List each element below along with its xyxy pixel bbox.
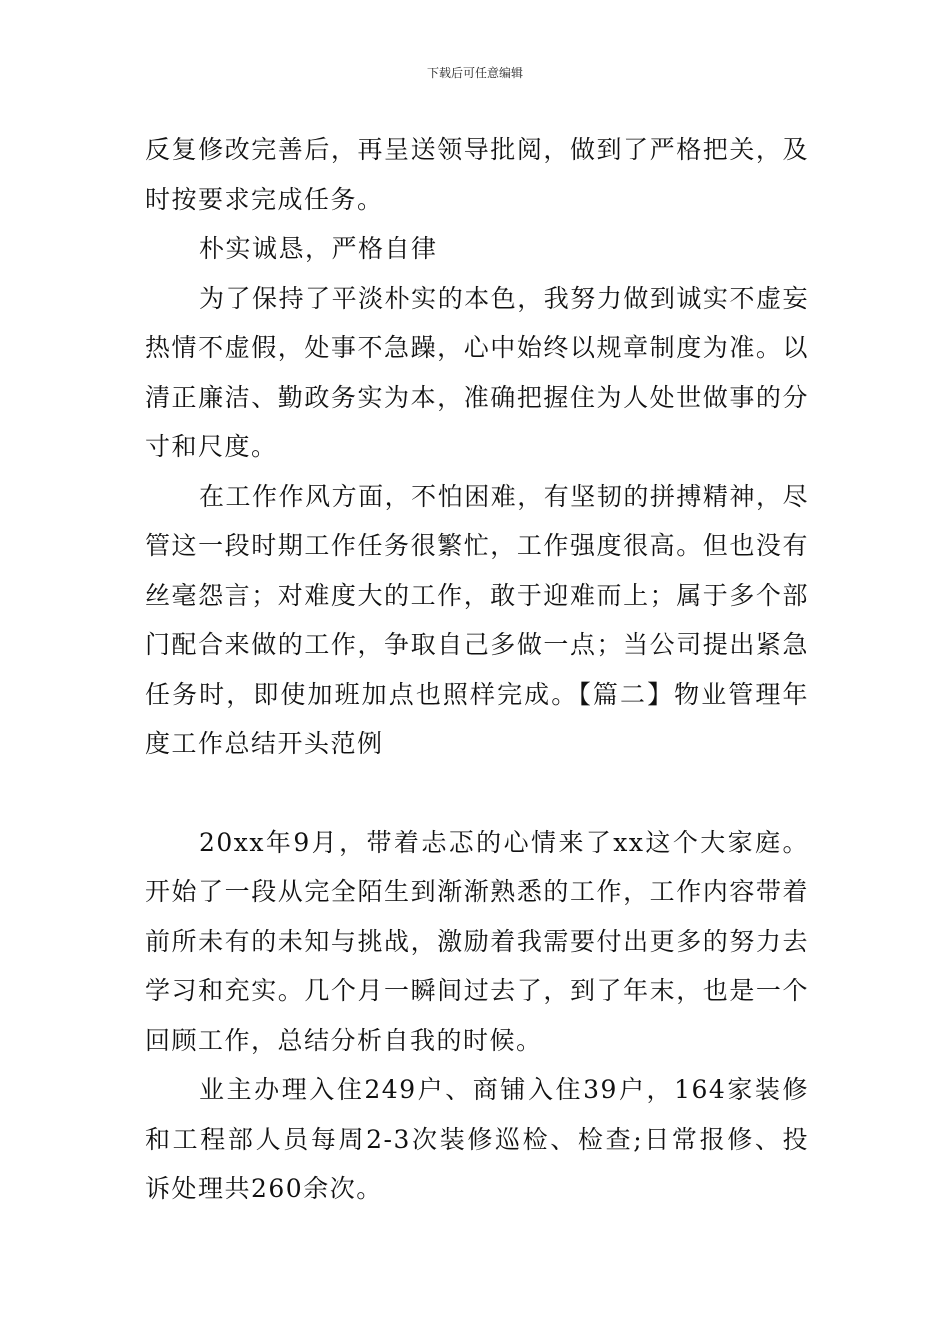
section-heading: 朴实诚恳，严格自律 xyxy=(199,234,438,263)
paragraph-intro: 20xx年9月，带着忐忑的心情来了xx这个大家庭。开始了一段从完全陌生到渐渐熟悉的工作，工作内容带着前所未有的未知与挑战，激励着我需要付出更多的努力去学习和充实。几个月一瞬间过去了，到了年末，也是一个回顾工作，总结分析自我的时候。 xyxy=(145,827,809,1055)
page-header: 下载后可任意编辑 xyxy=(426,66,523,80)
paragraph-statistics: 业主办理入住249户、商铺入住39户，164家装修和工程部人员每周2-3次装修巡检、检查;日常报修、投诉处理共260余次。 xyxy=(145,1075,809,1203)
paragraph-continuation: 反复修改完善后，再呈送领导批阅，做到了严格把关，及时按要求完成任务。 xyxy=(145,135,809,214)
document-body xyxy=(145,125,809,1214)
paragraph-integrity: 为了保持了平淡朴实的本色，我努力做到诚实不虚妄热情不虚假，处事不急躁，心中始终以规章制度为准。以清正廉洁、勤政务实为本，准确把握住为人处世做事的分寸和尺度。 xyxy=(145,283,809,461)
paragraph-work-style: 在工作作风方面，不怕困难，有坚韧的拼搏精神，尽管这一段时期工作任务很繁忙，工作强度很高。但也没有丝毫怨言；对难度大的工作，敢于迎难而上；属于多个部门配合来做的工作，争取自己多做一点；当公司提出紧急任务时，即使加班加点也照样完成。【篇二】物业管理年度工作总结开头范例 xyxy=(145,481,809,758)
